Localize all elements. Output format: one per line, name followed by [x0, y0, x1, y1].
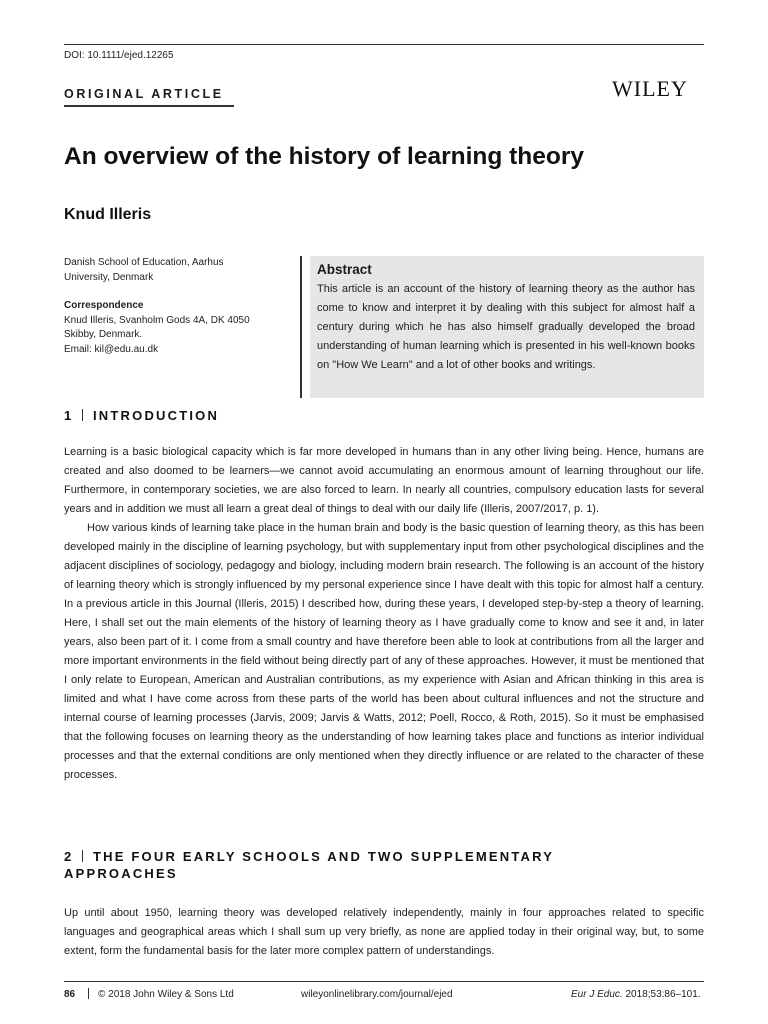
- paragraph: Up until about 1950, learning theory was developed relatively independently, mainly in four approaches related to specific languages and geographical areas which I shall sum up very briefly, as none are applied today in their original way, but, to some extent, form the fundamental basis for the later more complex pattern of understandings.: [64, 907, 704, 957]
- correspondence-line: Skibby, Denmark.: [64, 329, 143, 340]
- section-number: 2: [64, 849, 74, 864]
- author-name: Knud Illeris: [64, 206, 152, 223]
- article-type-underline: [64, 105, 234, 107]
- citation: [571, 989, 701, 1000]
- top-rule: [64, 44, 704, 45]
- section-number: 1: [64, 408, 74, 423]
- citation-details: 2018;53:86–101.: [625, 989, 701, 1000]
- section-heading-introduction: [64, 408, 219, 423]
- correspondence-email[interactable]: Email: kil@edu.au.dk: [64, 343, 159, 355]
- correspondence-label: Correspondence: [64, 300, 144, 311]
- section-body-early-schools: [64, 904, 704, 961]
- affiliation-line: Danish School of Education, Aarhus: [64, 257, 224, 268]
- journal-url[interactable]: wileyonlinelibrary.com/journal/ejed: [301, 989, 453, 1000]
- section-title: THE FOUR EARLY SCHOOLS AND TWO SUPPLEMENTARY APPROACHES: [64, 849, 554, 881]
- section-heading-early-schools: [64, 848, 644, 882]
- abstract-text: This article is an account of the history of learning theory as the author has come to know and interpret it by dealing with this subject for almost half a century during which he has also himself gradually developed the broad understanding of human learning which is presented in his well-known books on "How We Learn" and a lot of other books and writings.: [317, 283, 695, 371]
- paragraph: How various kinds of learning take place in the human brain and body is the basic question of learning theory, as this has been developed mainly in the discipline of learning psychology, but with supplementary input from other psychological disciplines and the adjacent disciplines of sociology, pedagogy and biology, including modern brain research. The following is an account of the history of learning theory which is strongly influenced by my personal experience since I have dealt with this topic for almost half a century. In a previous article in this Journal (Illeris, 2015) I described how, during these years, I developed step-by-step a theory of learning. Here, I shall set out the main elements of the history of learning theory as I have gradually come to know and see it and, in later years, also been part of it. I come from a small country and have therefore been able to look at contributions from all the larger and more important environments in the field without being directly part of any of these approaches. However, it must be mentioned that I only relate to European, American and Australian contributions, as my experience with Asian and African thinking in this area is limited and what I have come across from these parts of the world has been about cultural influences and not the structure and internal course of learning processes (Jarvis, 2009; Jarvis & Watts, 2012; Poell, Rocco, & Roth, 2015). So it must be emphasised that the following focuses on learning theory as the understanding of how learning takes place and functions as interior individual processes and that the external conditions are only mentioned when they directly influence or are related to the character of these processes.: [64, 522, 704, 781]
- affiliation: [64, 256, 284, 285]
- paragraph: Learning is a basic biological capacity which is far more developed in humans than in any other living being. Hence, humans are created and also doomed to be learners—we cannot avoid accumulating an enormous amount of learning throughout our life. Furthermore, in contemporary societies, we are also forced to learn. In nearly all countries, compulsory education lasts for several years and in addition we must all learn a great deal of things to deal with our daily life (Illeris, 2007/2017, p. 1).: [64, 446, 704, 515]
- section-separator: [82, 850, 83, 862]
- correspondence-line: Knud Illeris, Svanholm Gods 4A, DK 4050: [64, 314, 250, 326]
- footer-rule: [64, 981, 704, 982]
- copyright: © 2018 John Wiley & Sons Ltd: [98, 989, 234, 1000]
- doi[interactable]: DOI: 10.1111/ejed.12265: [64, 50, 174, 61]
- abstract-divider: [300, 256, 302, 398]
- citation-journal: Eur J Educ.: [571, 989, 623, 1000]
- article-type-label: ORIGINAL ARTICLE: [64, 87, 224, 101]
- affiliation-line: University, Denmark: [64, 271, 154, 283]
- publisher-logo: WILEY: [612, 76, 688, 101]
- correspondence: [64, 299, 284, 357]
- abstract-heading: Abstract: [317, 262, 372, 277]
- page-number: 86: [64, 989, 76, 1000]
- section-separator: [82, 409, 83, 421]
- section-title: INTRODUCTION: [93, 408, 220, 423]
- section-body-introduction: [64, 443, 704, 785]
- paper-title: An overview of the history of learning theory: [64, 143, 585, 170]
- footer-separator: [88, 988, 89, 999]
